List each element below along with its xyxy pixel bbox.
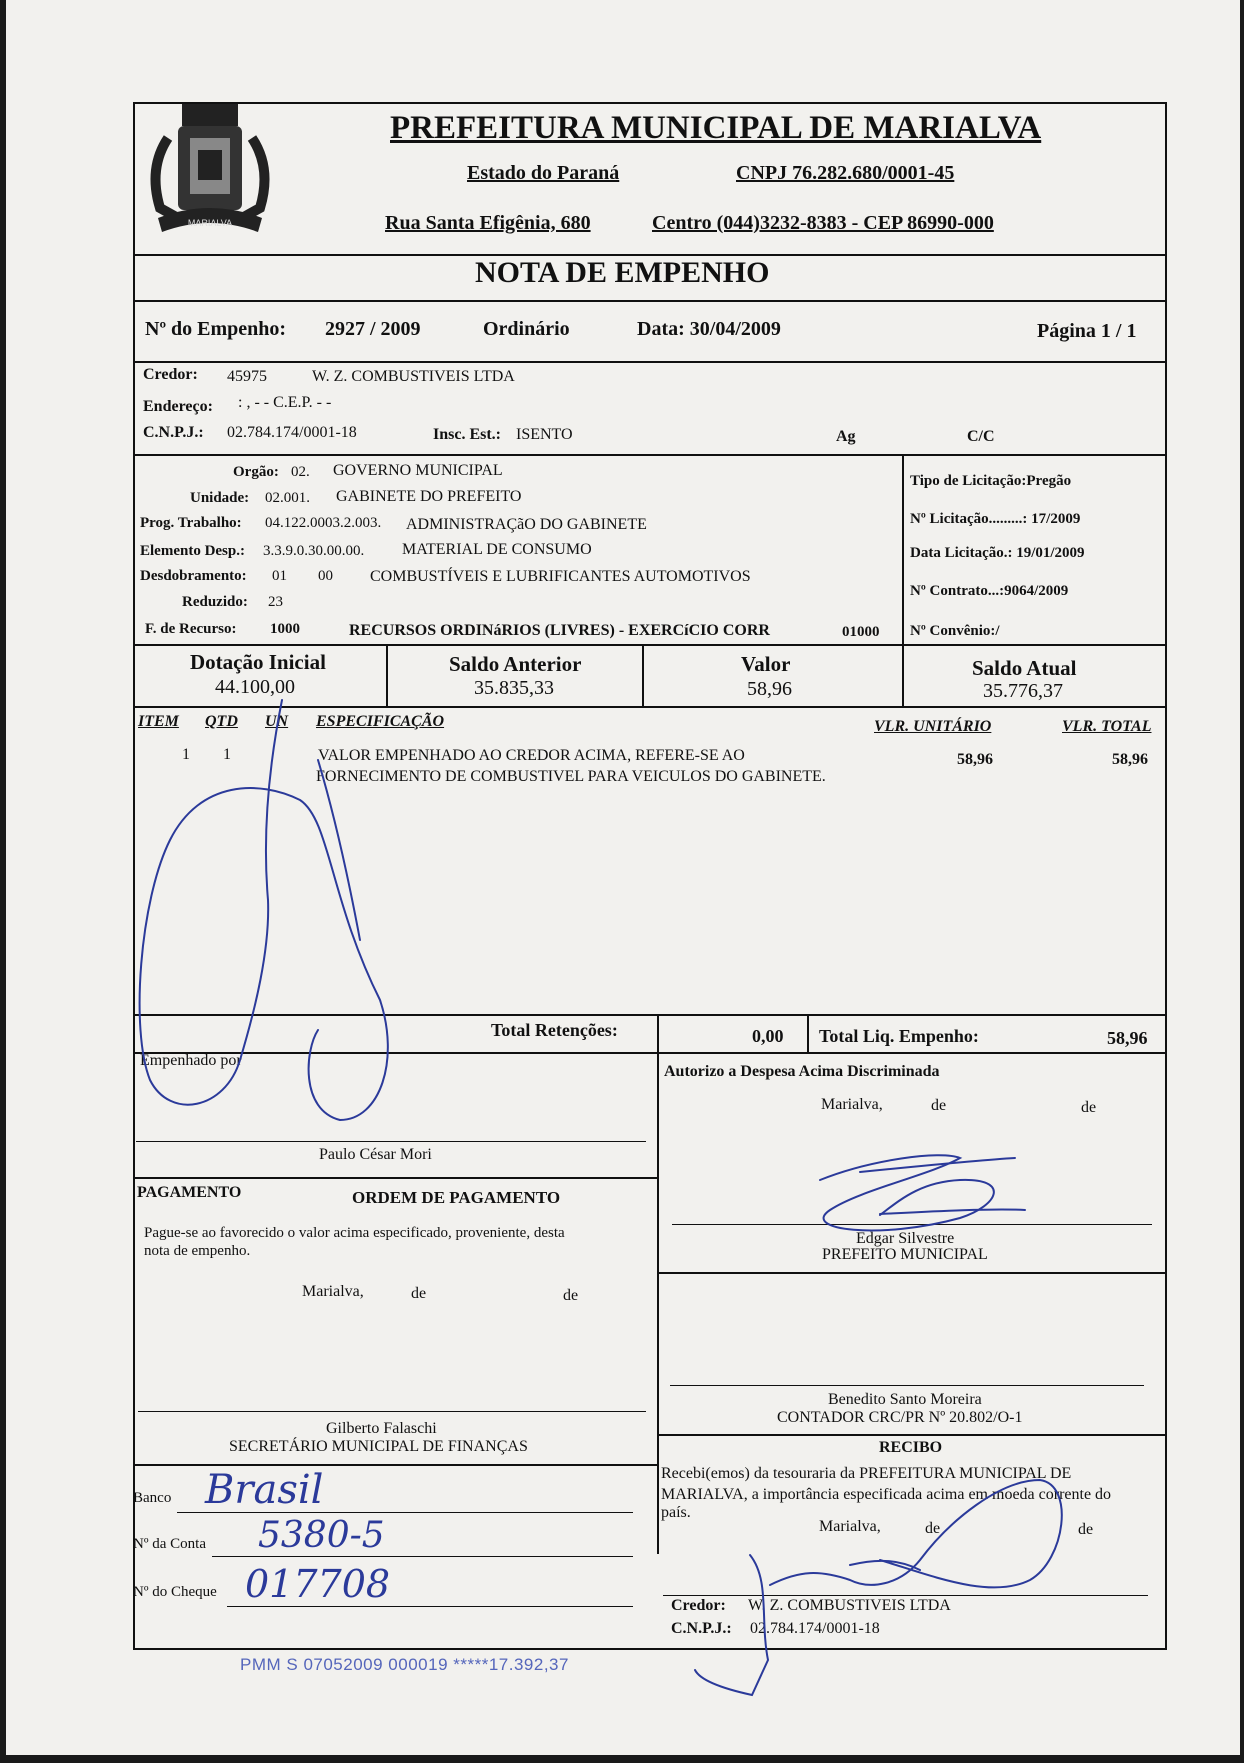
elemento-name: MATERIAL DE CONSUMO (402, 541, 592, 558)
saldo-atual-value: 35.776,37 (983, 680, 1063, 702)
endereco-value: : , - - C.E.P. - - (238, 394, 332, 411)
divider (657, 1272, 1167, 1274)
dotacao-inicial-label: Dotação Inicial (190, 650, 326, 674)
signature-line (670, 1385, 1144, 1386)
pagamento-city: Marialva, (302, 1283, 364, 1300)
pagamento-text: Pague-se ao favorecido o valor acima especificado, proveniente, desta (144, 1225, 565, 1241)
orgao-name: GOVERNO MUNICIPAL (333, 462, 503, 479)
item-qtd: 1 (223, 746, 231, 763)
col-qtd: QTD (205, 713, 238, 730)
secretario-name: Gilberto Falaschi (326, 1420, 437, 1437)
fonte-label: F. de Recurso: (145, 621, 237, 637)
conta-line (212, 1556, 633, 1557)
divider (133, 1464, 657, 1466)
address-text: Rua Santa Efigênia, 680 (385, 212, 591, 234)
recibo-label: RECIBO (879, 1439, 943, 1456)
pagamento-text: nota de empenho. (144, 1243, 251, 1259)
pagamento-label: PAGAMENTO (137, 1184, 242, 1201)
item-vlr-unitario: 58,96 (957, 751, 993, 768)
recibo-credor-name: W. Z. COMBUSTIVEIS LTDA (748, 1597, 951, 1614)
signature-line (663, 1595, 1148, 1596)
unidade-code: 02.001. (265, 490, 310, 506)
autorizo-label: Autorizo a Despesa Acima Discriminada (664, 1063, 940, 1080)
signature-line (672, 1224, 1152, 1225)
unidade-name: GABINETE DO PREFEITO (336, 488, 522, 505)
total-retencoes-value: 0,00 (752, 1026, 784, 1046)
item-description: VALOR EMPENHADO AO CREDOR ACIMA, REFERE-SE AO (318, 747, 745, 764)
insc-label: Insc. Est.: (433, 426, 502, 443)
divider (133, 1014, 1167, 1016)
fonte-name: RECURSOS ORDINáRIOS (LIVRES) - EXERCíCIO CORR (349, 622, 770, 639)
desdobramento-code: 00 (318, 568, 333, 584)
col-item: ITEM (138, 713, 179, 730)
saldo-atual-label: Saldo Atual (972, 656, 1077, 680)
crest-banner-text: MARIALVA (187, 218, 233, 228)
empenhado-por-name: Paulo César Mori (319, 1146, 432, 1163)
divider (657, 1014, 659, 1554)
banco-label: Banco (133, 1490, 172, 1506)
credor-label: Credor: (143, 366, 198, 383)
signature-line (136, 1141, 646, 1142)
col-vlr-total: VLR. TOTAL (1062, 718, 1152, 735)
elemento-code: 3.3.9.0.30.00.00. (263, 543, 365, 559)
divider (386, 644, 388, 706)
reduzido-label: Reduzido: (182, 594, 248, 610)
autorizo-city: Marialva, (821, 1096, 883, 1113)
autorizo-de: de (931, 1097, 947, 1114)
recibo-credor-label: Credor: (671, 1597, 726, 1614)
divider (807, 1014, 809, 1052)
numero-contrato: Nº Contrato...:9064/2009 (910, 583, 1069, 599)
prog-name: ADMINISTRAÇãO DO GABINETE (406, 516, 647, 533)
ordem-pagamento-label: ORDEM DE PAGAMENTO (352, 1188, 561, 1207)
dotacao-inicial-value: 44.100,00 (215, 676, 295, 698)
fonte-code: 1000 (270, 621, 300, 637)
recibo-cnpj-label: C.N.P.J.: (671, 1620, 732, 1637)
signature-line (138, 1411, 646, 1412)
total-liquido-label: Total Liq. Empenho: (819, 1026, 979, 1046)
cheque-label: Nº do Cheque (133, 1584, 217, 1600)
doc-title: NOTA DE EMPENHO (475, 256, 770, 289)
agency-label: Ag (836, 428, 856, 445)
divider (657, 1434, 1167, 1436)
cheque-line (227, 1606, 633, 1607)
prefeito-name: Edgar Silvestre (856, 1230, 955, 1247)
item-description: FORNECIMENTO DE COMBUSTIVEL PARA VEICULOS DO GABINETE. (316, 768, 826, 785)
empenho-type: Ordinário (483, 318, 570, 340)
desdobramento-label: Desdobramento: (140, 568, 247, 584)
saldo-anterior-label: Saldo Anterior (449, 652, 582, 676)
reduzido-value: 23 (268, 594, 283, 610)
valor-label: Valor (741, 652, 791, 676)
prog-label: Prog. Trabalho: (140, 515, 242, 531)
insc-value: ISENTO (516, 426, 573, 443)
endereco-label: Endereço: (143, 398, 213, 415)
recibo-de: de (925, 1520, 941, 1537)
empenho-date: Data: 30/04/2009 (637, 318, 781, 340)
pagamento-de: de (411, 1285, 427, 1302)
col-un: UN (265, 713, 289, 730)
divider (133, 1177, 657, 1179)
recibo-city: Marialva, (819, 1518, 881, 1535)
prefeito-role: PREFEITO MUNICIPAL (822, 1246, 988, 1263)
page-title: PREFEITURA MUNICIPAL DE MARIALVA (390, 110, 1042, 146)
autorizo-de: de (1081, 1099, 1097, 1116)
banco-value[interactable]: Brasil (205, 1467, 324, 1513)
recibo-de: de (1078, 1521, 1094, 1538)
conta-value[interactable]: 5380-5 (258, 1515, 385, 1556)
divider (902, 644, 904, 706)
credor-code: 45975 (227, 368, 267, 385)
unidade-label: Unidade: (190, 490, 250, 506)
tipo-licitacao: Tipo de Licitação:Pregão (910, 473, 1072, 489)
data-licitacao: Data Licitação.: 19/01/2009 (910, 545, 1085, 561)
secretario-role: SECRETÁRIO MUNICIPAL DE FINANÇAS (229, 1438, 528, 1455)
prog-code: 04.122.0003.2.003. (265, 515, 382, 531)
recibo-text: país. (661, 1504, 691, 1521)
item-number: 1 (182, 746, 190, 763)
contador-role: CONTADOR CRC/PR Nº 20.802/O-1 (777, 1409, 1023, 1426)
page-number: Página 1 / 1 (1037, 320, 1137, 342)
credor-cnpj: 02.784.174/0001-18 (227, 424, 357, 441)
item-vlr-total: 58,96 (1112, 751, 1148, 768)
payment-stamp: PMM S 07052009 000019 *****17.392,37 (240, 1655, 569, 1674)
divider (133, 361, 1167, 363)
col-especificacao: ESPECIFICAÇÃO (316, 713, 445, 730)
recibo-text: MARIALVA, a importância especificada acima em moeda corrente do (661, 1486, 1112, 1503)
numero-licitacao: Nº Licitação.........: 17/2009 (910, 511, 1081, 527)
divider (902, 454, 904, 644)
divider (133, 454, 1167, 456)
state-text: Estado do Paraná (467, 162, 620, 184)
credor-name: W. Z. COMBUSTIVEIS LTDA (312, 368, 515, 385)
total-liquido-value: 58,96 (1107, 1028, 1148, 1048)
divider (642, 644, 644, 706)
empenho-number-label: Nº do Empenho: (145, 318, 287, 340)
valor-value: 58,96 (747, 678, 792, 700)
cheque-value[interactable]: 017708 (245, 1562, 391, 1606)
numero-convenio: Nº Convênio:/ (910, 623, 1000, 639)
account-label: C/C (967, 428, 995, 445)
empenho-number: 2927 / 2009 (325, 318, 421, 340)
desdobramento-code: 01 (272, 568, 287, 584)
saldo-anterior-value: 35.835,33 (474, 677, 554, 699)
desdobramento-name: COMBUSTÍVEIS E LUBRIFICANTES AUTOMOTIVOS (370, 568, 751, 585)
orgao-label: Orgão: (233, 464, 279, 480)
col-vlr-unitario: VLR. UNITÁRIO (874, 718, 992, 735)
contact-text: Centro (044)3232-8383 - CEP 86990-000 (652, 212, 994, 234)
divider (133, 706, 1167, 708)
conta-label: Nº da Conta (133, 1536, 206, 1552)
cnpj-text: CNPJ 76.282.680/0001-45 (736, 162, 955, 184)
fonte-number: 01000 (842, 624, 880, 640)
elemento-label: Elemento Desp.: (140, 543, 245, 559)
contador-name: Benedito Santo Moreira (828, 1391, 982, 1408)
total-retencoes-label: Total Retenções: (491, 1020, 618, 1040)
divider (133, 1052, 1167, 1054)
divider (133, 300, 1167, 302)
credor-cnpj-label: C.N.P.J.: (143, 424, 204, 441)
orgao-code: 02. (291, 464, 310, 480)
recibo-cnpj-value: 02.784.174/0001-18 (750, 1620, 880, 1637)
divider (133, 644, 1167, 646)
pagamento-de: de (563, 1287, 579, 1304)
empenhado-por-label: Empenhado por (140, 1052, 242, 1069)
recibo-text: Recebi(emos) da tesouraria da PREFEITURA MUNICIPAL DE (661, 1465, 1072, 1482)
